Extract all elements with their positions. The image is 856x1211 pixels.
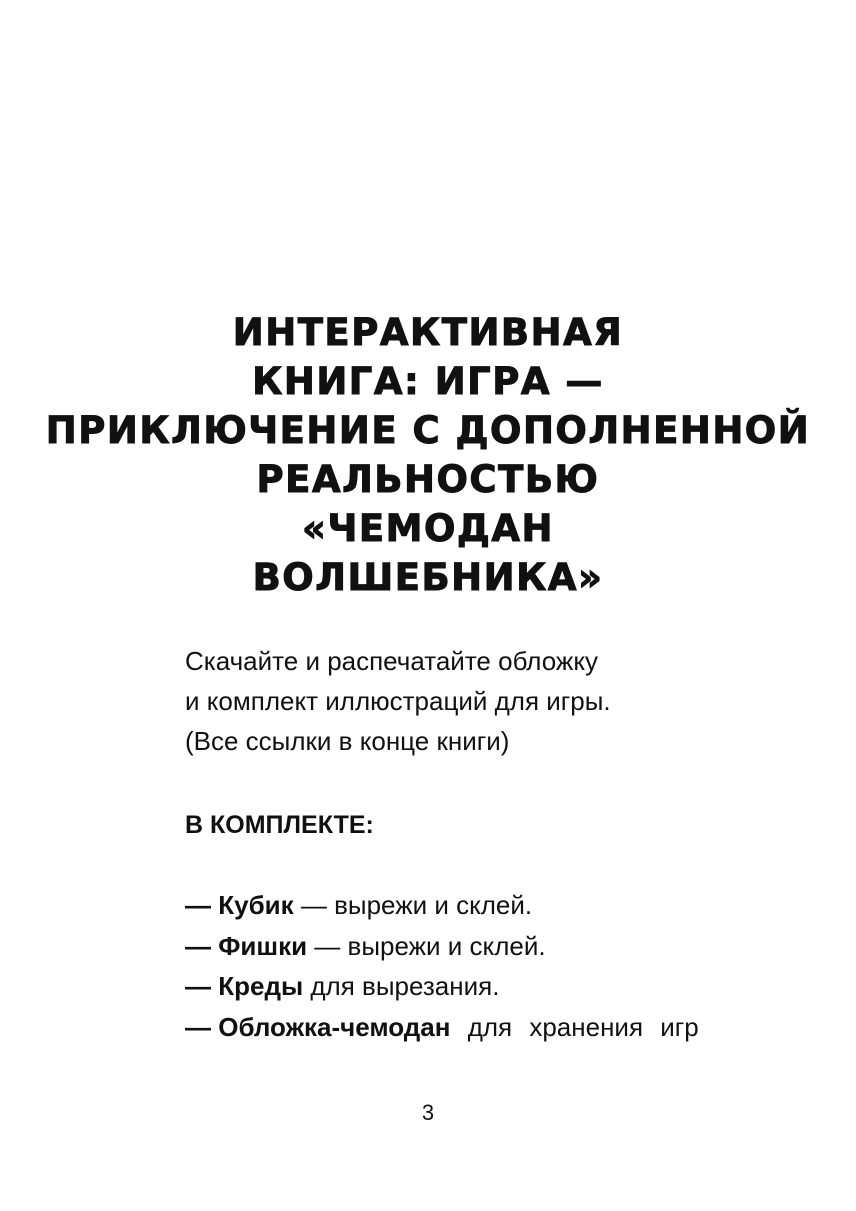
list-item-name: Фишки	[218, 930, 308, 961]
intro-line: и комплект иллюстраций для игры.	[185, 686, 611, 716]
list-item-name: Креды	[218, 971, 304, 1001]
title-line: РЕАЛЬНОСТЬЮ	[256, 458, 600, 501]
list-item-text: — вырежи и склей.	[293, 890, 533, 920]
list-item	[185, 926, 785, 967]
list-item-text: для вырезания.	[303, 971, 500, 1001]
list-item-name: Кубик	[218, 890, 294, 920]
list-item-text: — вырежи и склей.	[307, 930, 546, 961]
kit-heading: В КОМПЛЕКТЕ:	[185, 811, 374, 839]
list-item-name: Обложка-чемодан	[218, 1011, 451, 1042]
intro-line: Скачайте и распечатайте обложку	[185, 646, 598, 676]
list-item-dash: —	[185, 890, 211, 920]
page-title	[40, 308, 816, 602]
list-item-dash: —	[185, 971, 211, 1001]
list-item-text: для хранения игр	[450, 1011, 699, 1042]
title-line: ИНТЕРАКТИВНАЯ	[232, 311, 624, 354]
title-line: ПРИКЛЮЧЕНИЕ С ДОПОЛНЕННОЙ	[45, 409, 811, 452]
kit-list	[185, 885, 785, 1047]
list-item	[185, 885, 785, 926]
title-line: ВОЛШЕБНИКА»	[252, 556, 604, 599]
title-line: КНИГА: ИГРА —	[252, 360, 604, 403]
list-item-dash: —	[185, 930, 211, 961]
intro-line: (Все ссылки в конце книги)	[185, 726, 510, 756]
page-number: 3	[421, 1100, 435, 1125]
title-line: «ЧЕМОДАН	[302, 507, 554, 550]
list-item-dash: —	[185, 1011, 211, 1042]
list-item	[185, 966, 785, 1007]
intro-paragraph	[185, 641, 785, 761]
list-item	[185, 1007, 785, 1048]
